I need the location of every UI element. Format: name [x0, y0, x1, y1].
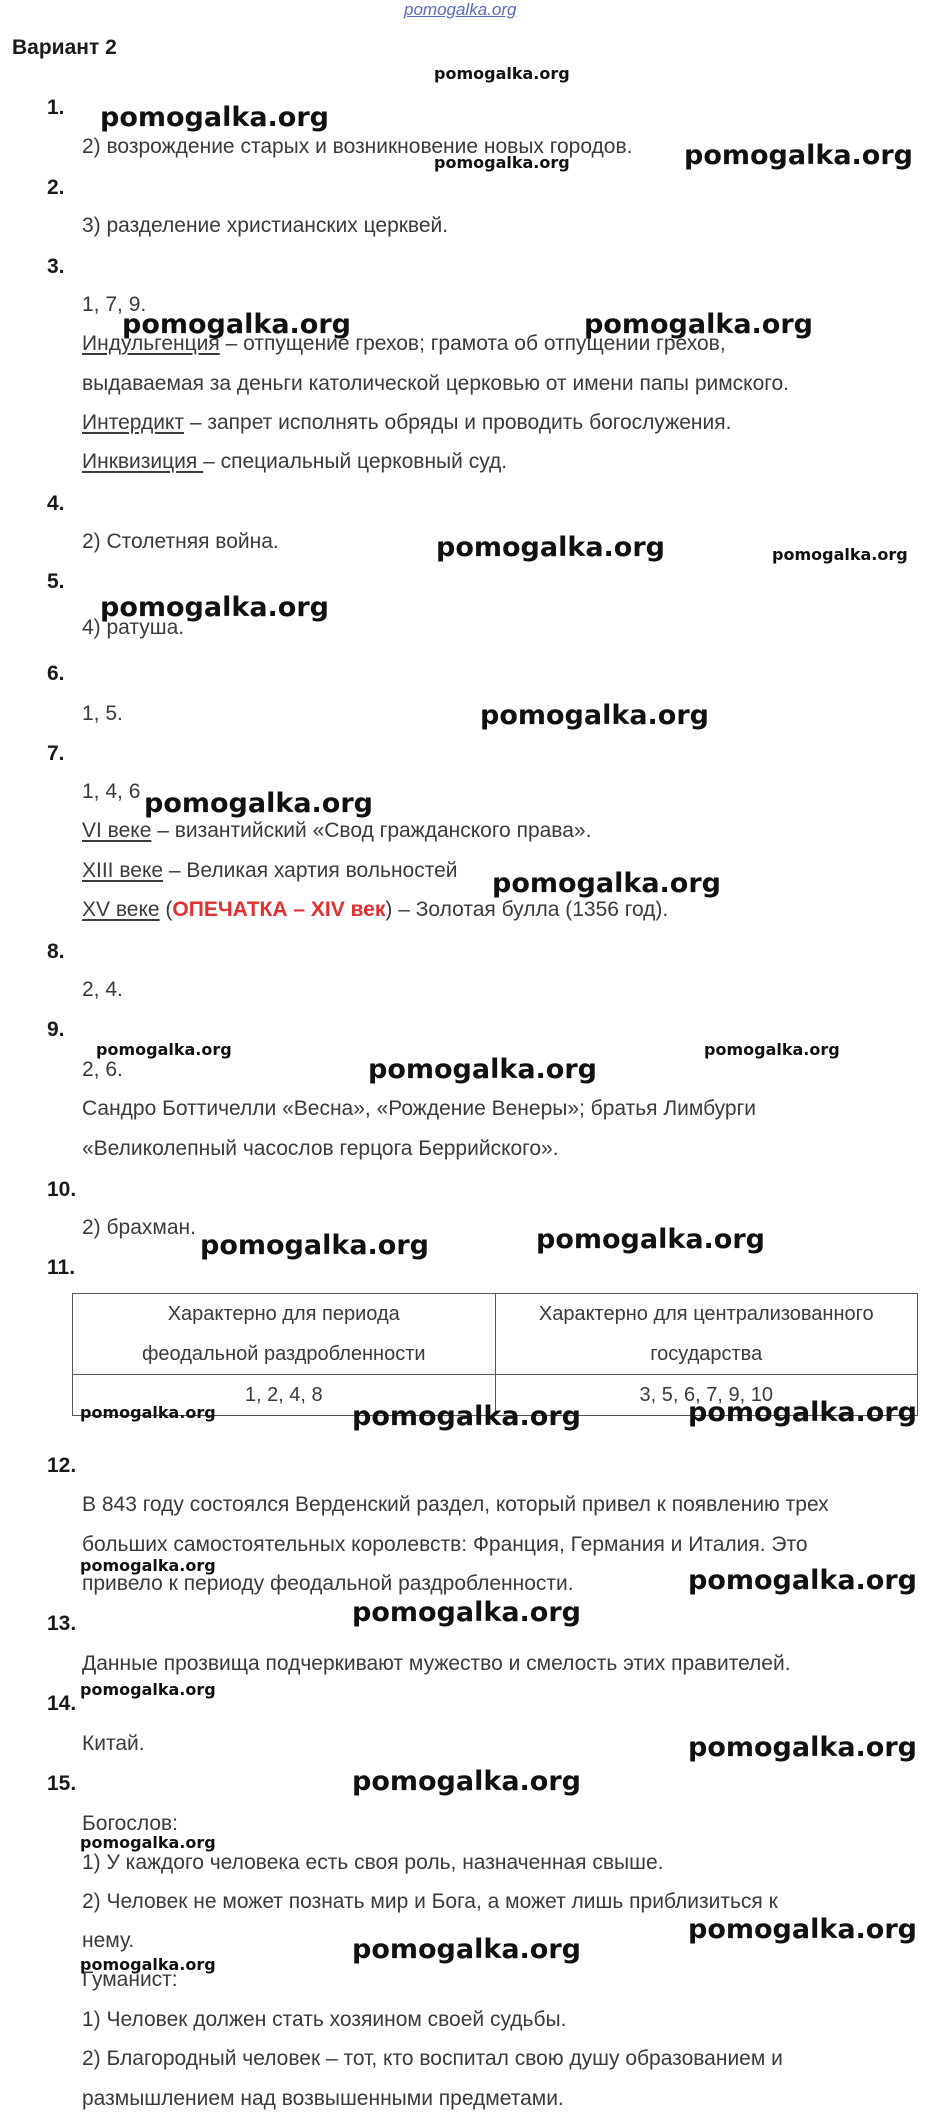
question-number: 15.	[47, 1772, 77, 1795]
term: Инквизиция	[82, 450, 204, 473]
answer-text: 1) У каждого человека есть своя роль, назначенная свыше.	[82, 1851, 664, 1874]
answer-text: 1, 7, 9.	[82, 293, 147, 316]
answer-text: 2) Человек не может познать мир и Бога, а может лишь приблизиться к	[82, 1890, 778, 1913]
watermark: pomogalka.org	[434, 64, 570, 83]
answer-text: В 843 году состоялся Верденский раздел, который привел к появлению трех	[82, 1493, 829, 1516]
answer-text: Сандро Боттичелли «Весна», «Рождение Венеры»; братья Лимбурги	[82, 1097, 756, 1120]
answer-text: нему.	[82, 1929, 135, 1952]
watermark: pomogalka.org	[80, 1833, 216, 1852]
watermark: pomogalka.org	[352, 1401, 581, 1432]
watermark: pomogalka.org	[688, 1397, 917, 1428]
paren-open: (	[159, 898, 173, 921]
term-definition	[82, 819, 591, 843]
answer-text: 2) брахман.	[82, 1216, 196, 1239]
watermark: pomogalka.org	[688, 1565, 917, 1596]
watermark: pomogalka.org	[122, 309, 351, 340]
watermark: pomogalka.org	[96, 1040, 232, 1059]
top-watermark[interactable]: pomogalka.org	[404, 0, 517, 19]
question-number: 11.	[47, 1256, 76, 1279]
question-number: 9.	[47, 1018, 65, 1041]
watermark: pomogalka.org	[80, 1556, 216, 1575]
definition: – отпущение грехов; грамота об отпущении грехов,	[219, 332, 726, 355]
watermark: pomogalka.org	[352, 1934, 581, 1965]
answer-text: 2, 4.	[82, 978, 123, 1001]
term-definition	[82, 450, 507, 474]
answer-text: 4) ратуша.	[82, 616, 185, 639]
answer-label: Богослов:	[82, 1812, 178, 1835]
term: VI веке	[82, 819, 152, 842]
page-title: Вариант 2	[12, 36, 117, 59]
watermark: pomogalka.org	[434, 153, 570, 172]
term: Интердикт	[82, 411, 184, 434]
term-definition	[82, 411, 731, 435]
term-definition	[82, 859, 458, 883]
watermark: pomogalka.org	[688, 1732, 917, 1763]
watermark: pomogalka.org	[704, 1040, 840, 1059]
answer-text: размышлением над возвышенными предметами.	[82, 2087, 564, 2110]
answer-text: 1, 4, 6	[82, 780, 141, 803]
watermark: pomogalka.org	[352, 1597, 581, 1628]
term-definition	[82, 898, 668, 922]
answer-text: 2) возрождение старых и возникновение новых городов.	[82, 135, 633, 158]
question-number: 8.	[47, 940, 65, 963]
answer-text: Данные прозвища подчеркивают мужество и смелость этих правителей.	[82, 1652, 791, 1675]
watermark: pomogalka.org	[492, 868, 721, 899]
watermark: pomogalka.org	[368, 1054, 597, 1085]
answer-text: 2, 6.	[82, 1058, 123, 1081]
answer-text: привело к периоду феодальной раздробленности.	[82, 1572, 574, 1595]
watermark: pomogalka.org	[536, 1224, 765, 1255]
question-number: 2.	[47, 176, 65, 199]
watermark: pomogalka.org	[352, 1766, 581, 1797]
watermark: pomogalka.org	[80, 1403, 216, 1422]
question-number: 6.	[47, 662, 65, 685]
answer-text: 2) Благородный человек – тот, кто воспитал свою душу образованием и	[82, 2047, 783, 2070]
term: XIII веке	[82, 859, 164, 882]
question-number: 3.	[47, 255, 65, 278]
table-header-cell: Характерно для централизованного государства	[495, 1294, 918, 1375]
answer-label: Гуманист:	[82, 1968, 178, 1991]
watermark: pomogalka.org	[436, 532, 665, 563]
definition: – византийский «Свод гражданского права».	[151, 819, 592, 842]
watermark: pomogalka.org	[100, 592, 329, 623]
watermark: pomogalka.org	[480, 700, 709, 731]
answer-text: 1) Человек должен стать хозяином своей судьбы.	[82, 2008, 567, 2031]
watermark: pomogalka.org	[584, 309, 813, 340]
question-number: 10.	[47, 1178, 77, 1201]
answer-text: Китай.	[82, 1732, 145, 1755]
definition: ) – Золотая булла (1356 год).	[385, 898, 669, 921]
question-number: 5.	[47, 570, 65, 593]
question-number: 12.	[47, 1454, 77, 1477]
answer-text: «Великолепный часослов герцога Беррийского».	[82, 1137, 559, 1160]
definition: – Великая хартия вольностей	[163, 859, 458, 882]
watermark: pomogalka.org	[772, 545, 908, 564]
question-number: 7.	[47, 742, 65, 765]
watermark: pomogalka.org	[688, 1914, 917, 1945]
question-number: 14.	[47, 1692, 77, 1715]
typo-note: ОПЕЧАТКА – XIV век	[172, 898, 386, 921]
watermark: pomogalka.org	[80, 1680, 216, 1699]
watermark: pomogalka.org	[100, 102, 329, 133]
definition: – специальный церковный суд.	[203, 450, 508, 473]
definition: – запрет исполнять обряды и проводить богослужения.	[183, 411, 732, 434]
table-header-row	[73, 1294, 918, 1375]
watermark: pomogalka.org	[684, 140, 913, 171]
question-number: 13.	[47, 1612, 77, 1635]
term: XV веке	[82, 898, 160, 921]
answer-text: 3) разделение христианских церквей.	[82, 214, 449, 237]
table-cell: 1, 2, 4, 8	[73, 1375, 496, 1416]
term: Индульгенция	[82, 332, 220, 355]
watermark: pomogalka.org	[80, 1955, 216, 1974]
question-number: 4.	[47, 492, 65, 515]
table-cell: 3, 5, 6, 7, 9, 10	[495, 1375, 918, 1416]
answer-text: 1, 5.	[82, 702, 123, 725]
watermark: pomogalka.org	[144, 788, 373, 819]
watermark: pomogalka.org	[200, 1230, 429, 1261]
question-number: 1.	[47, 96, 65, 119]
answer-text: 2) Столетняя война.	[82, 530, 279, 553]
answer-text: выдаваемая за деньги католической церковью от имени папы римского.	[82, 372, 789, 395]
answer-text: больших самостоятельных королевств: Франция, Германия и Италия. Это	[82, 1533, 808, 1556]
table-header-cell: Характерно для периода феодальной раздробленности	[73, 1294, 496, 1375]
